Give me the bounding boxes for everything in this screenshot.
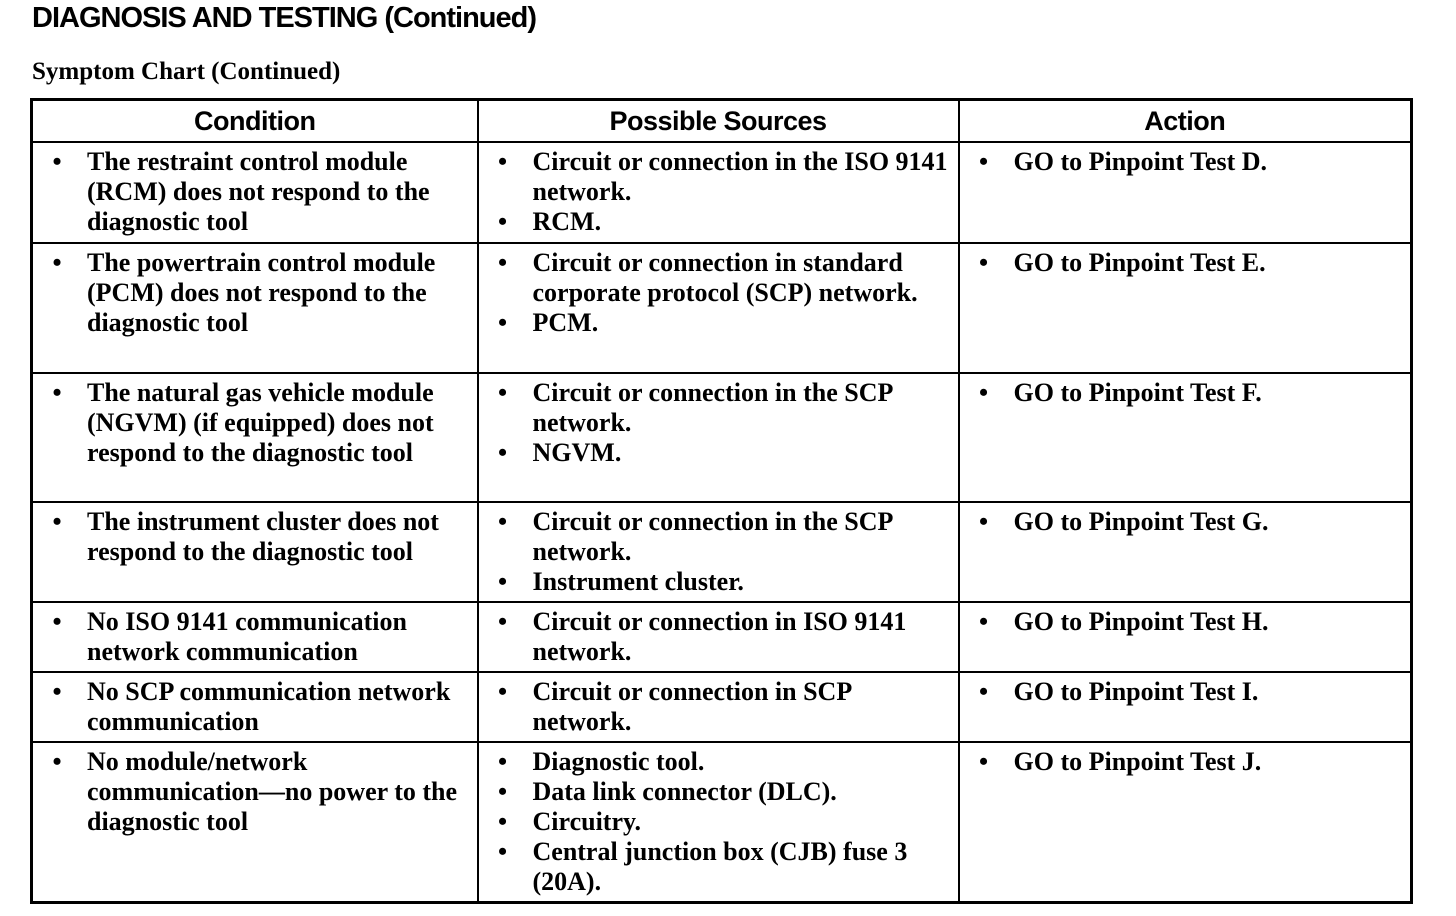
list-item xyxy=(481,837,956,897)
action-cell xyxy=(959,373,1412,502)
bullet-list xyxy=(962,677,1409,707)
bullet-icon: • xyxy=(497,607,508,636)
list-item xyxy=(481,438,956,468)
list-item xyxy=(481,378,956,438)
bullet-list xyxy=(35,747,475,837)
bullet-icon: • xyxy=(497,248,508,277)
list-item-text: Circuit or connection in SCP network. xyxy=(532,677,851,736)
list-item-text: Circuitry. xyxy=(532,807,642,836)
list-item-text: Data link connector (DLC). xyxy=(532,777,837,806)
page-title: DIAGNOSIS AND TESTING (Continued) xyxy=(32,2,537,34)
list-item xyxy=(35,507,475,567)
list-item-text: GO to Pinpoint Test D. xyxy=(1013,147,1268,176)
list-item-text: GO to Pinpoint Test G. xyxy=(1013,507,1269,536)
table-row xyxy=(32,672,1412,742)
list-item-text: Circuit or connection in ISO 9141 network. xyxy=(532,607,907,666)
table-header-row xyxy=(32,100,1412,143)
list-item-text: Circuit or connection in the SCP network. xyxy=(532,507,892,566)
bullet-list xyxy=(481,607,956,667)
list-item xyxy=(962,507,1409,537)
list-item xyxy=(481,747,956,777)
column-header-condition: Condition xyxy=(32,100,478,143)
list-item-text: The natural gas vehicle module (NGVM) (if equipped) does not respond to the diagnostic tool xyxy=(87,378,434,467)
list-item xyxy=(481,567,956,597)
list-item xyxy=(35,677,475,737)
bullet-icon: • xyxy=(978,607,989,636)
action-cell xyxy=(959,142,1412,243)
bullet-icon: • xyxy=(497,438,508,467)
list-item-text: Circuit or connection in standard corporate protocol (SCP) network. xyxy=(532,248,918,307)
list-item-text: GO to Pinpoint Test H. xyxy=(1013,607,1269,636)
possible-sources-cell xyxy=(478,672,959,742)
table-row xyxy=(32,502,1412,602)
list-item-text: GO to Pinpoint Test J. xyxy=(1013,747,1262,776)
bullet-list xyxy=(481,747,956,897)
bullet-list xyxy=(481,507,956,597)
list-item-text: No module/network communication—no power to the diagnostic tool xyxy=(87,747,458,836)
list-item-text: Instrument cluster. xyxy=(532,567,744,596)
table-row xyxy=(32,742,1412,902)
bullet-icon: • xyxy=(978,507,989,536)
bullet-list xyxy=(35,677,475,737)
bullet-icon: • xyxy=(52,147,62,176)
bullet-list xyxy=(481,378,956,468)
list-item xyxy=(481,248,956,308)
list-item xyxy=(481,147,956,207)
column-header-possible-sources: Possible Sources xyxy=(478,100,959,143)
possible-sources-cell xyxy=(478,142,959,243)
list-item xyxy=(962,677,1409,707)
list-item-text: NGVM. xyxy=(532,438,622,467)
table-row xyxy=(32,243,1412,373)
list-item xyxy=(481,308,956,338)
bullet-list xyxy=(962,747,1409,777)
bullet-icon: • xyxy=(497,308,508,337)
list-item xyxy=(481,807,956,837)
table-body xyxy=(32,142,1412,902)
bullet-icon: • xyxy=(497,147,508,176)
list-item xyxy=(35,248,475,338)
condition-cell xyxy=(32,243,478,373)
bullet-icon: • xyxy=(497,677,508,706)
condition-cell xyxy=(32,502,478,602)
list-item-text: No SCP communication network communication xyxy=(87,677,451,736)
list-item xyxy=(35,747,475,837)
action-cell xyxy=(959,672,1412,742)
list-item-text: The instrument cluster does not respond to the diagnostic tool xyxy=(87,507,439,566)
bullet-icon: • xyxy=(497,567,508,596)
list-item-text: GO to Pinpoint Test I. xyxy=(1013,677,1259,706)
action-cell xyxy=(959,243,1412,373)
bullet-list xyxy=(35,607,475,667)
bullet-list xyxy=(962,507,1409,537)
column-header-action: Action xyxy=(959,100,1412,143)
list-item xyxy=(481,607,956,667)
action-cell xyxy=(959,502,1412,602)
bullet-icon: • xyxy=(497,507,508,536)
bullet-icon: • xyxy=(497,378,508,407)
section-title: Symptom Chart (Continued) xyxy=(32,58,341,85)
bullet-list xyxy=(962,378,1409,408)
list-item-text: No ISO 9141 communication network communication xyxy=(87,607,407,666)
bullet-list xyxy=(35,507,475,567)
list-item xyxy=(962,248,1409,278)
list-item xyxy=(962,147,1409,177)
list-item xyxy=(481,207,956,237)
list-item-text: PCM. xyxy=(532,308,599,337)
bullet-icon: • xyxy=(52,507,62,536)
possible-sources-cell xyxy=(478,502,959,602)
bullet-list xyxy=(35,248,475,338)
list-item-text: Circuit or connection in the SCP network. xyxy=(532,378,892,437)
bullet-list xyxy=(481,677,956,737)
bullet-icon: • xyxy=(978,248,989,277)
list-item-text: GO to Pinpoint Test E. xyxy=(1013,248,1266,277)
list-item-text: The powertrain control module (PCM) does not respond to the diagnostic tool xyxy=(87,248,436,337)
bullet-icon: • xyxy=(52,378,62,407)
bullet-icon: • xyxy=(52,677,62,706)
bullet-icon: • xyxy=(978,147,989,176)
list-item-text: Central junction box (CJB) fuse 3 (20A). xyxy=(532,837,908,896)
list-item xyxy=(35,607,475,667)
possible-sources-cell xyxy=(478,243,959,373)
list-item-text: Circuit or connection in the ISO 9141 network. xyxy=(532,147,948,206)
list-item xyxy=(962,747,1409,777)
bullet-icon: • xyxy=(978,378,989,407)
bullet-icon: • xyxy=(978,677,989,706)
condition-cell xyxy=(32,373,478,502)
action-cell xyxy=(959,742,1412,902)
bullet-icon: • xyxy=(497,777,508,806)
symptom-chart-table xyxy=(30,98,1413,904)
bullet-list xyxy=(962,248,1409,278)
list-item-text: RCM. xyxy=(532,207,602,236)
bullet-list xyxy=(962,147,1409,177)
bullet-icon: • xyxy=(52,248,62,277)
list-item-text: GO to Pinpoint Test F. xyxy=(1013,378,1262,407)
bullet-icon: • xyxy=(497,837,508,866)
bullet-icon: • xyxy=(978,747,989,776)
list-item-text: Diagnostic tool. xyxy=(532,747,705,776)
bullet-list xyxy=(35,378,475,468)
list-item xyxy=(35,378,475,468)
condition-cell xyxy=(32,742,478,902)
list-item xyxy=(481,507,956,567)
list-item xyxy=(35,147,475,237)
table-row xyxy=(32,373,1412,502)
bullet-list xyxy=(481,147,956,237)
list-item xyxy=(481,677,956,737)
possible-sources-cell xyxy=(478,742,959,902)
list-item xyxy=(962,378,1409,408)
possible-sources-cell xyxy=(478,373,959,502)
condition-cell xyxy=(32,142,478,243)
possible-sources-cell xyxy=(478,602,959,672)
condition-cell xyxy=(32,672,478,742)
list-item xyxy=(481,777,956,807)
action-cell xyxy=(959,602,1412,672)
bullet-icon: • xyxy=(497,207,508,236)
bullet-list xyxy=(962,607,1409,637)
list-item xyxy=(962,607,1409,637)
list-item-text: The restraint control module (RCM) does not respond to the diagnostic tool xyxy=(87,147,430,236)
bullet-list xyxy=(35,147,475,237)
bullet-icon: • xyxy=(52,747,62,776)
bullet-list xyxy=(481,248,956,338)
table-row xyxy=(32,602,1412,672)
bullet-icon: • xyxy=(497,747,508,776)
bullet-icon: • xyxy=(497,807,508,836)
table-row xyxy=(32,142,1412,243)
bullet-icon: • xyxy=(52,607,62,636)
condition-cell xyxy=(32,602,478,672)
